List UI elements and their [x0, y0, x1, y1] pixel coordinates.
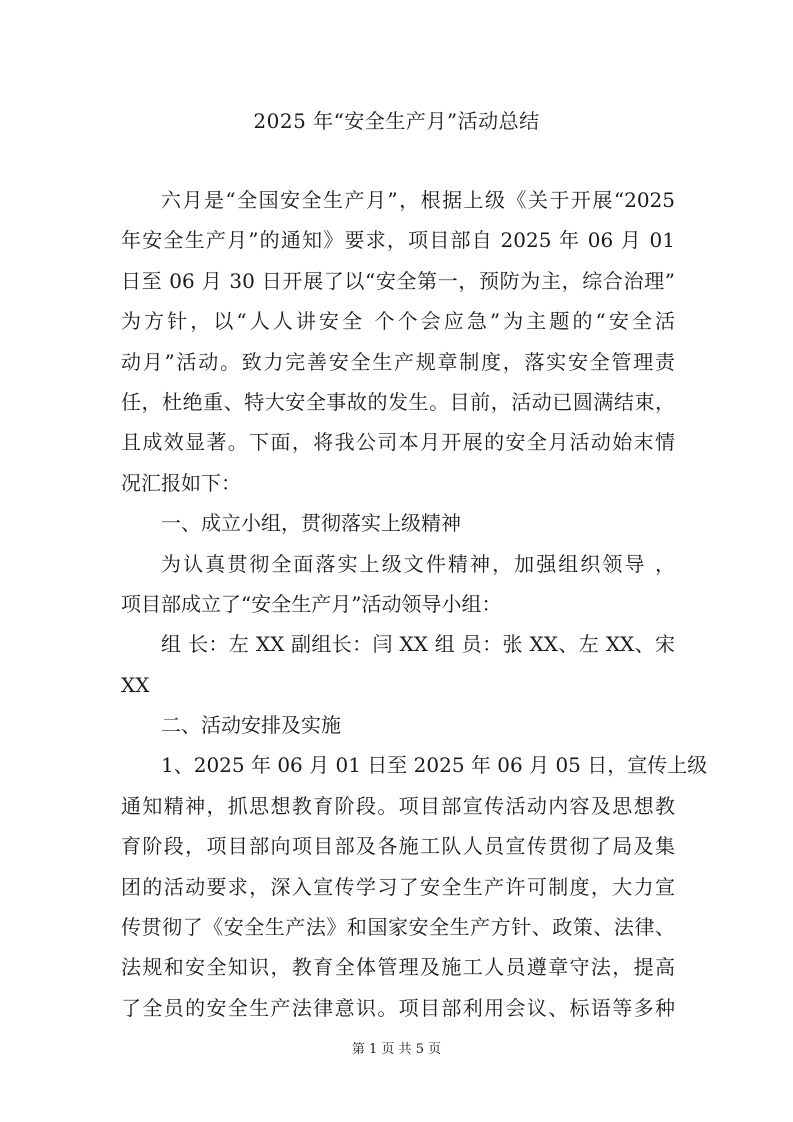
- paragraph-line: 动月”活动。致力完善安全生产规章制度，落实安全管理责: [121, 349, 675, 374]
- paragraph-line: 任，杜绝重、特大安全事故的发生。目前，活动已圆满结束，: [121, 389, 675, 414]
- section-heading: 二、活动安排及实施: [161, 713, 341, 738]
- page-number-footer: 第 1 页 共 5 页: [351, 1042, 442, 1057]
- paragraph-line: 为方针，以“人人讲安全 个个会应急”为主题的“安全活: [121, 309, 675, 334]
- paragraph-line: 项目部成立了“安全生产月”活动领导小组：: [121, 591, 502, 616]
- document-body: [121, 180, 708, 1028]
- paragraph-line: 传贯彻了《安全生产法》和国家安全生产方针、政策、法律、: [121, 915, 675, 940]
- paragraph-line: 了全员的安全生产法律意识。项目部利用会议、标语等多种: [121, 995, 675, 1020]
- paragraph-line: 况汇报如下：: [121, 470, 241, 495]
- paragraph-line: 六月是“全国安全生产月”，根据上级《关于开展“2025: [161, 188, 675, 212]
- paragraph-line: 育阶段，项目部向项目部及各施工队人员宣传贯彻了局及集: [121, 834, 675, 859]
- section-heading: 一、成立小组，贯彻落实上级精神: [161, 511, 461, 536]
- paragraph-line: 且成效显著。下面，将我公司本月开展的安全月活动始末情: [121, 430, 675, 455]
- paragraph-line: 团的活动要求，深入宣传学习了安全生产许可制度，大力宣: [121, 874, 675, 899]
- paragraph-line: 通知精神，抓思想教育阶段。项目部宣传活动内容及思想教: [121, 793, 675, 818]
- paragraph-line: 日至 06 月 30 日开展了以“安全第一，预防为主，综合治理”: [121, 268, 675, 293]
- paragraph-line: 1、2025 年 06 月 01 日至 2025 年 06 月 05 日，宣传上级: [161, 753, 708, 778]
- paragraph-line: XX: [121, 672, 150, 697]
- paragraph-line: 为认真贯彻全面落实上级文件精神，加强组织领导 ，: [161, 551, 675, 576]
- paragraph-line: 年安全生产月”的通知》要求，项目部自 2025 年 06 月 01: [121, 228, 675, 253]
- document-title: 2025 年“安全生产月”活动总结: [253, 109, 540, 133]
- paragraph-line: 法规和安全知识，教育全体管理及施工人员遵章守法，提高: [121, 955, 675, 980]
- paragraph-line: 组 长：左 XX 副组长：闫 XX 组 员：张 XX、左 XX、宋: [161, 632, 675, 657]
